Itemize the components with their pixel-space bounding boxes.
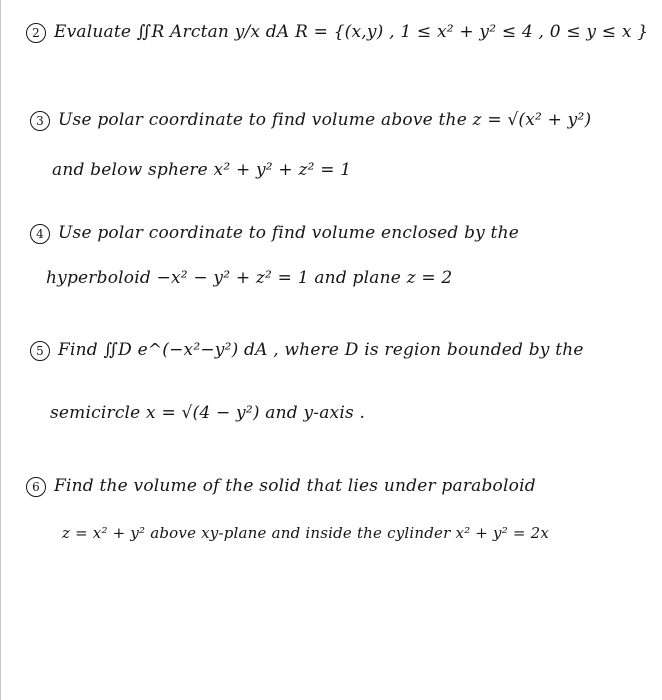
problem-3-text-1: Use polar coordinate to find volume above the z = √(x² + y²) [58,110,592,130]
problem-5-number: 5 [30,341,50,361]
problem-2-text: Evaluate ∬R Arctan y/x dA R = {(x,y) , 1 ≤ x² + y² ≤ 4 , 0 ≤ y ≤ x } [54,22,649,42]
problem-5-text-2: semicircle x = √(4 − y²) and y-axis . [50,403,366,423]
problem-4-text-2: hyperboloid −x² − y² + z² = 1 and plane z = 2 [46,268,453,288]
problem-4-line-2 [46,268,452,288]
problem-6-text-2: z = x² + y² above xy-plane and inside the cylinder x² + y² = 2x [62,524,550,542]
problem-4-line-1 [30,223,519,244]
problem-5-line-2 [50,403,365,423]
problem-2-number: 2 [26,23,46,43]
problem-6-text-1: Find the volume of the solid that lies under paraboloid [54,476,536,496]
problem-4-text-1: Use polar coordinate to find volume enclosed by the [58,223,519,243]
problem-6-line-2 [62,524,549,542]
page-left-edge [0,0,1,700]
problem-3-line-1 [30,110,591,131]
problem-5-line-1 [30,340,584,361]
problem-4-number: 4 [30,224,50,244]
problem-6-number: 6 [26,477,46,497]
problem-2-line-1 [26,22,648,43]
problem-3-line-2 [52,160,351,180]
problem-3-text-2: and below sphere x² + y² + z² = 1 [52,160,352,180]
problem-5-text-1: Find ∬D e^(−x²−y²) dA , where D is region bounded by the [58,340,584,360]
problem-3-number: 3 [30,111,50,131]
problem-6-line-1 [26,476,536,497]
